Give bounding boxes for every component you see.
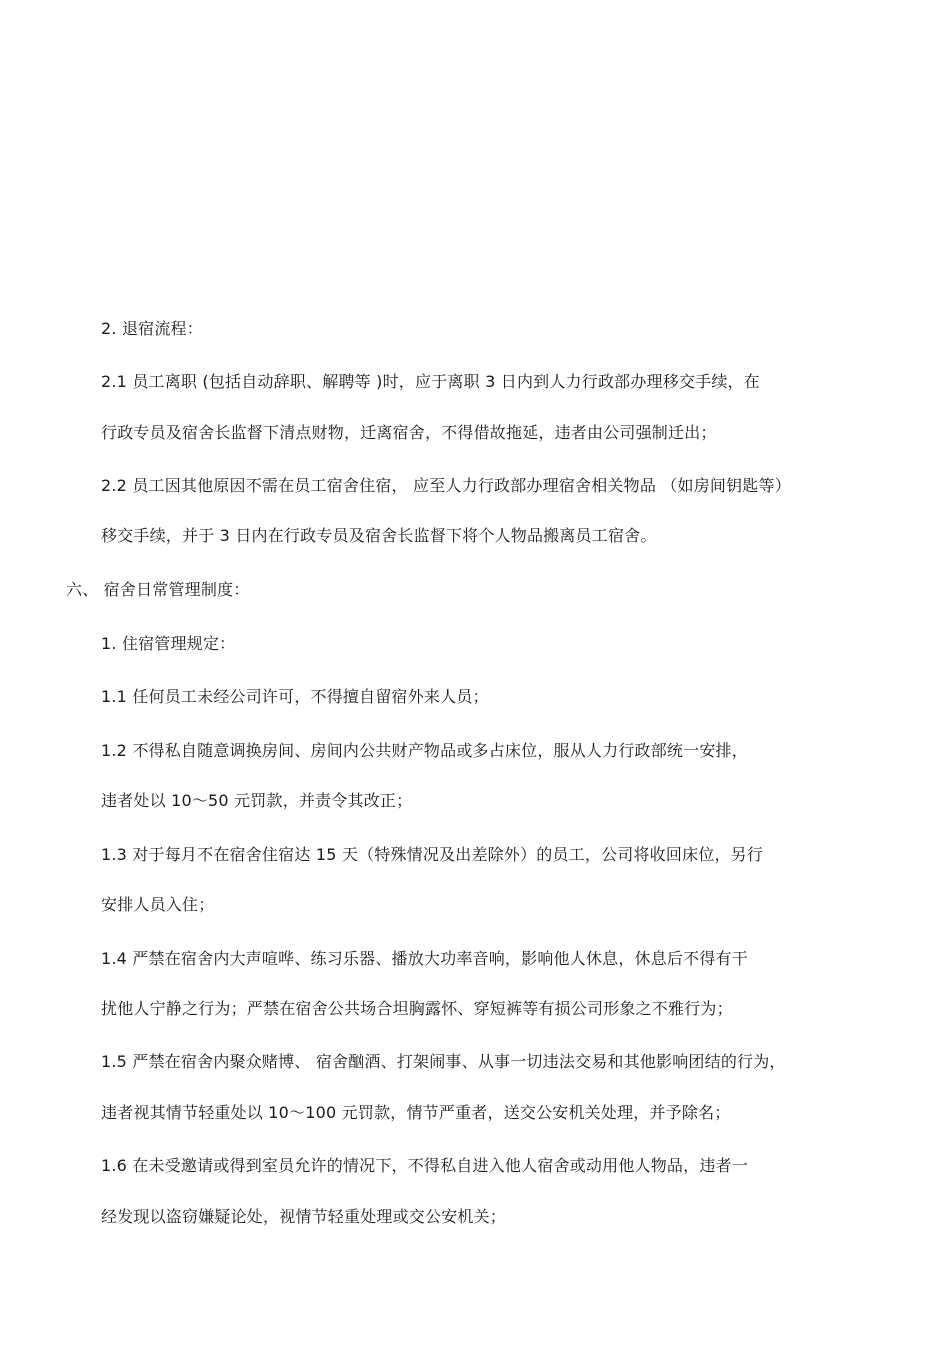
clause-2-1-line-1: 2.1 员工离职 (包括自动辞职、解聘等 )时，应于离职 3 日内到人力行政部办理移交手续，在 (101, 372, 760, 391)
clause-1-3-line-2: 安排人员入住； (101, 895, 215, 914)
clause-2-1-line-2: 行政专员及宿舍长监督下清点财物，迁离宿舍，不得借故拖延，违者由公司强制迁出； (101, 423, 717, 442)
section-heading-checkout-process: 2. 退宿流程： (101, 319, 203, 338)
clause-1-6-line-1: 1.6 在未受邀请或得到室员允许的情况下，不得私自进入他人宿舍或动用他人物品，违者一 (101, 1156, 748, 1175)
clause-1-5-line-1: 1.5 严禁在宿舍内聚众赌博、 宿舍酗酒、打架闹事、从事一切违法交易和其他影响团结的行为， (101, 1052, 786, 1071)
clause-1-3-line-1: 1.3 对于每月不在宿舍住宿达 15 天（特殊情况及出差除外）的员工，公司将收回床位，另行 (101, 845, 764, 864)
clause-2-2-line-2: 移交手续，并于 3 日内在行政专员及宿舍长监督下将个人物品搬离员工宿舍。 (101, 526, 657, 545)
clause-2-2-line-1: 2.2 员工因其他原因不需在员工宿舍住宿， 应至人力行政部办理宿舍相关物品 （如房间钥匙等） (101, 476, 791, 495)
clause-1-2-line-1: 1.2 不得私自随意调换房间、房间内公共财产物品或多占床位，服从人力行政部统一安排， (101, 741, 748, 760)
clause-1-5-line-2: 违者视其情节轻重处以 10～100 元罚款，情节严重者，送交公安机关处理，并予除名； (101, 1103, 731, 1122)
clause-1-4-line-2: 扰他人宁静之行为；严禁在宿舍公共场合坦胸露怀、穿短裤等有损公司形象之不雅行为； (101, 999, 733, 1018)
clause-1-1: 1.1 任何员工未经公司许可，不得擅自留宿外来人员； (101, 687, 489, 706)
clause-1-6-line-2: 经发现以盗窃嫌疑论处，视情节轻重处理或交公安机关； (101, 1207, 507, 1226)
subsection-heading-residence-rules: 1. 住宿管理规定： (101, 634, 236, 653)
section-heading-six: 六、 宿舍日常管理制度： (66, 580, 250, 599)
clause-1-2-line-2: 违者处以 10～50 元罚款，并责令其改正； (101, 791, 413, 810)
clause-1-4-line-1: 1.4 严禁在宿舍内大声喧哗、练习乐器、播放大功率音响，影响他人休息，休息后不得有干 (101, 949, 748, 968)
